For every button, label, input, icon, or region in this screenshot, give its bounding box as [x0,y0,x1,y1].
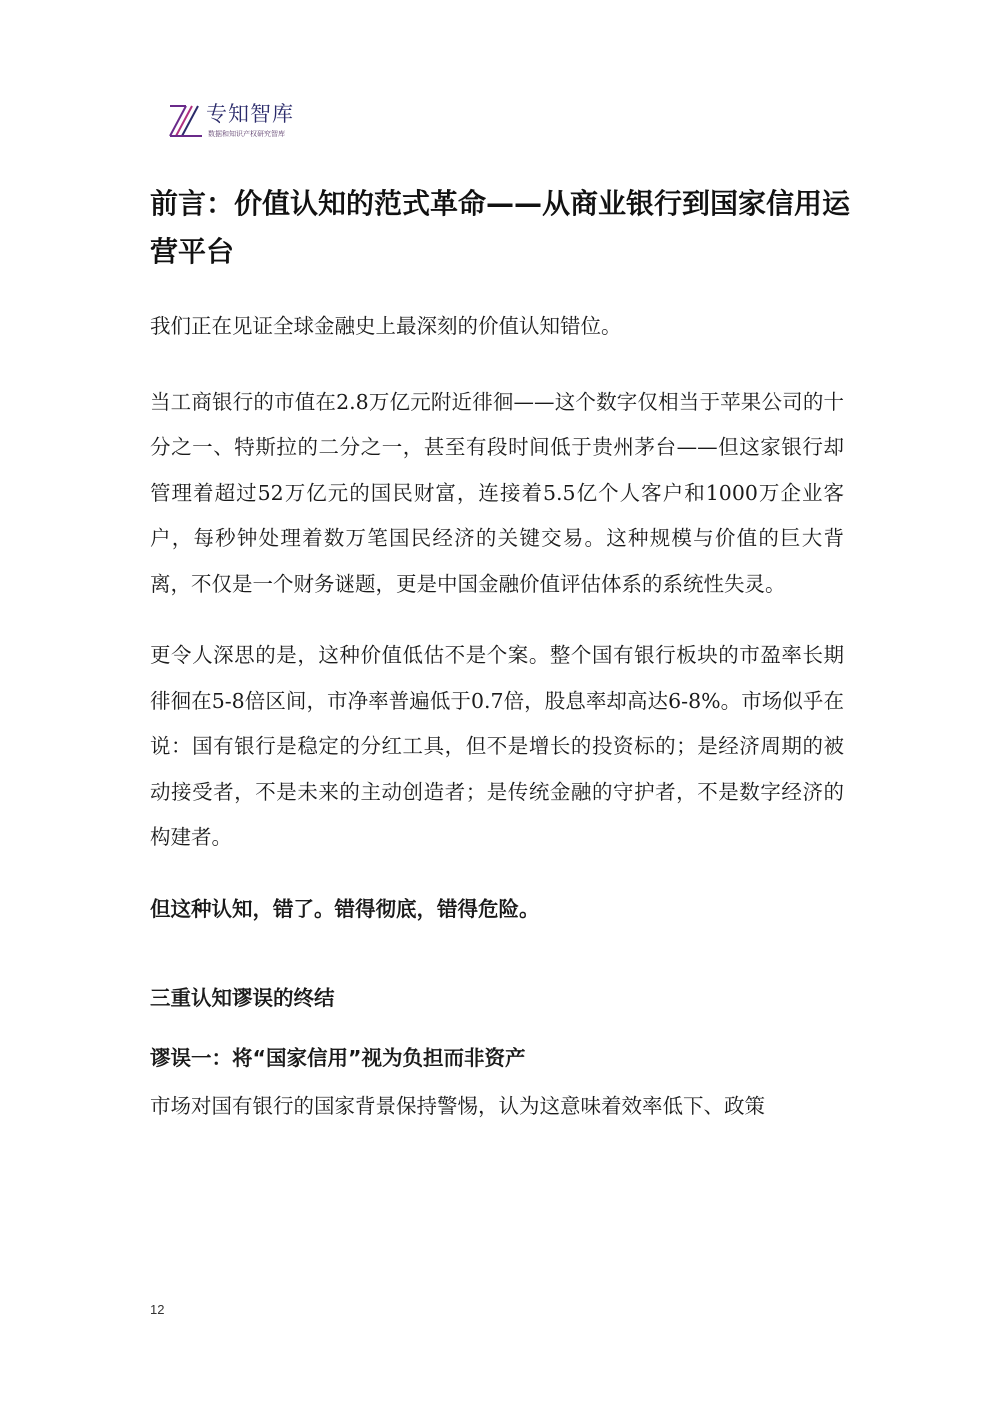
subsection-heading: 谬误一：将“国家信用”视为负担而非资产 [150,1045,526,1070]
logo [168,100,358,144]
page-number: 12 [150,1302,165,1317]
body-paragraph-3: 市场对国有银行的国家背景保持警惕，认为这意味着效率低下、政策 [150,1093,765,1118]
logo-tagline: 数据和知识产权研究智库 [208,130,285,138]
body-paragraph-2: 更令人深思的是，这种价值低估不是个案。整个国有银行板块的市盈率长期徘徊在5-8倍区间，市净率普遍低于0.7倍，股息率却高达6-8%。市场似乎在说：国有银行是稳定的分红工具，但不是增长的投资标的；是经济周期的被动接受者，不是未来的主动创造者；是传统金融的守护者，不是数字经济的构建者。 [150,643,844,849]
intro-paragraph: 我们正在见证全球金融史上最深刻的价值认知错位。 [150,314,622,338]
page-title: 前言：价值认知的范式革命——从商业银行到国家信用运营平台 [150,187,851,268]
section-heading: 三重认知谬误的终结 [150,985,335,1010]
body-paragraph-1: 当工商银行的市值在2.8万亿元附近徘徊——这个数字仅相当于苹果公司的十分之一、特斯拉的二分之一，甚至有段时间低于贵州茅台——但这家银行却管理着超过52万亿元的国民财富，连接着5.5亿个人客户和1000万企业客户，每秒钟处理着数万笔国民经济的关键交易。这种规模与价值的巨大背离，不仅是一个财务谜题，更是中国金融价值评估体系的系统性失灵。 [150,389,844,596]
body-content [150,304,844,1129]
bold-statement: 但这种认知，错了。错得彻底，错得危险。 [150,896,540,921]
logo-mark-icon [168,100,204,140]
logo-name: 专知智库 [206,102,294,126]
